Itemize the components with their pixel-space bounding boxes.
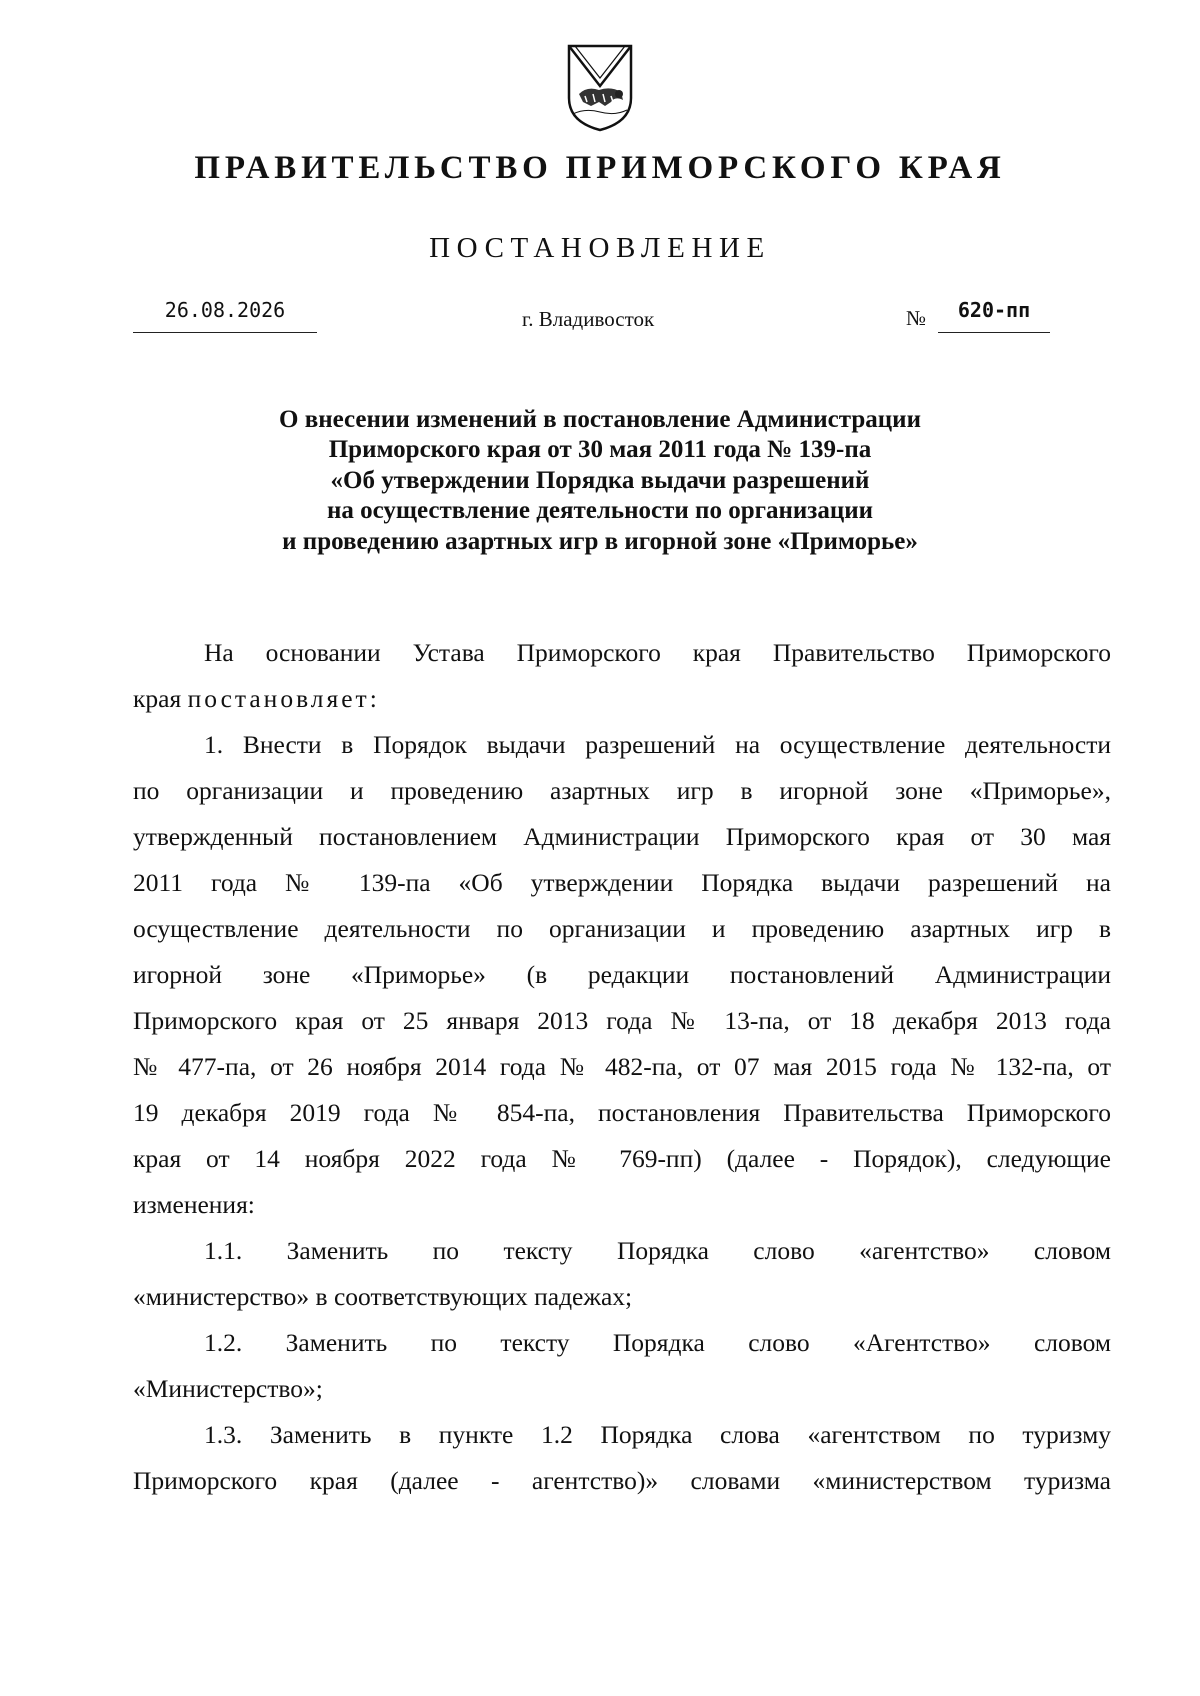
subject-line: «Об утверждении Порядка выдачи разрешений <box>330 466 870 494</box>
body-line: 1.1. Заменить по тексту Порядка слово «агентство» словом <box>204 1236 1111 1265</box>
coat-of-arms-icon <box>565 42 635 134</box>
body-line: № 477-па, от 26 ноября 2014 года № 482-па, от 07 мая 2015 года № 132-па, от <box>133 1052 1111 1081</box>
document-city: г. Владивосток <box>522 307 655 331</box>
body-text: края <box>133 684 188 713</box>
document-date: 26.08.2026 <box>133 298 317 333</box>
body-line <box>133 684 1111 714</box>
document-subject <box>130 405 1070 557</box>
body-line: «Министерство»; <box>133 1374 323 1403</box>
body-line: края от 14 ноября 2022 года № 769-пп) (далее - Порядок), следующие <box>133 1144 1111 1173</box>
body-line: 1. Внести в Порядок выдачи разрешений на осуществление деятельности <box>204 730 1111 759</box>
body-line: Приморского края (далее - агентство)» словами «министерством туризма <box>133 1466 1111 1495</box>
body-line: 2011 года № 139-па «Об утверждении Порядка выдачи разрешений на <box>133 868 1111 897</box>
subject-line: на осуществление деятельности по организации <box>326 497 874 525</box>
document-type-title: ПОСТАНОВЛЕНИЕ <box>429 232 771 264</box>
body-line: по организации и проведению азартных игр в игорной зоне «Приморье», <box>133 776 1111 805</box>
body-line: На основании Устава Приморского края Правительство Приморского <box>204 638 1111 667</box>
body-line: 1.2. Заменить по тексту Порядка слово «Агентство» словом <box>204 1328 1111 1357</box>
body-line: игорной зоне «Приморье» (в редакции постановлений Администрации <box>133 960 1111 989</box>
body-line: утвержденный постановлением Администрации Приморского края от 30 мая <box>133 822 1111 851</box>
resolves-word: постановляет: <box>187 684 380 713</box>
subject-line: Приморского края от 30 мая 2011 года № 139-па <box>328 436 872 464</box>
body-line: 19 декабря 2019 года № 854-па, постановления Правительства Приморского <box>133 1098 1111 1127</box>
subject-line: и проведению азартных игр в игорной зоне «Приморье» <box>282 527 918 555</box>
subject-line: О внесении изменений в постановление Администрации <box>279 406 921 433</box>
body-line: 1.3. Заменить в пункте 1.2 Порядка слова «агентством по туризму <box>204 1420 1111 1449</box>
government-title: ПРАВИТЕЛЬСТВО ПРИМОРСКОГО КРАЯ <box>194 150 1006 186</box>
document-number: 620-пп <box>938 298 1050 333</box>
body-line: Приморского края от 25 января 2013 года № 13-па, от 18 декабря 2013 года <box>133 1006 1111 1035</box>
document-number-label: № <box>906 306 927 330</box>
body-line: изменения: <box>133 1190 255 1219</box>
body-line: осуществление деятельности по организации и проведению азартных игр в <box>133 914 1111 943</box>
body-line: «министерство» в соответствующих падежах; <box>133 1282 633 1311</box>
